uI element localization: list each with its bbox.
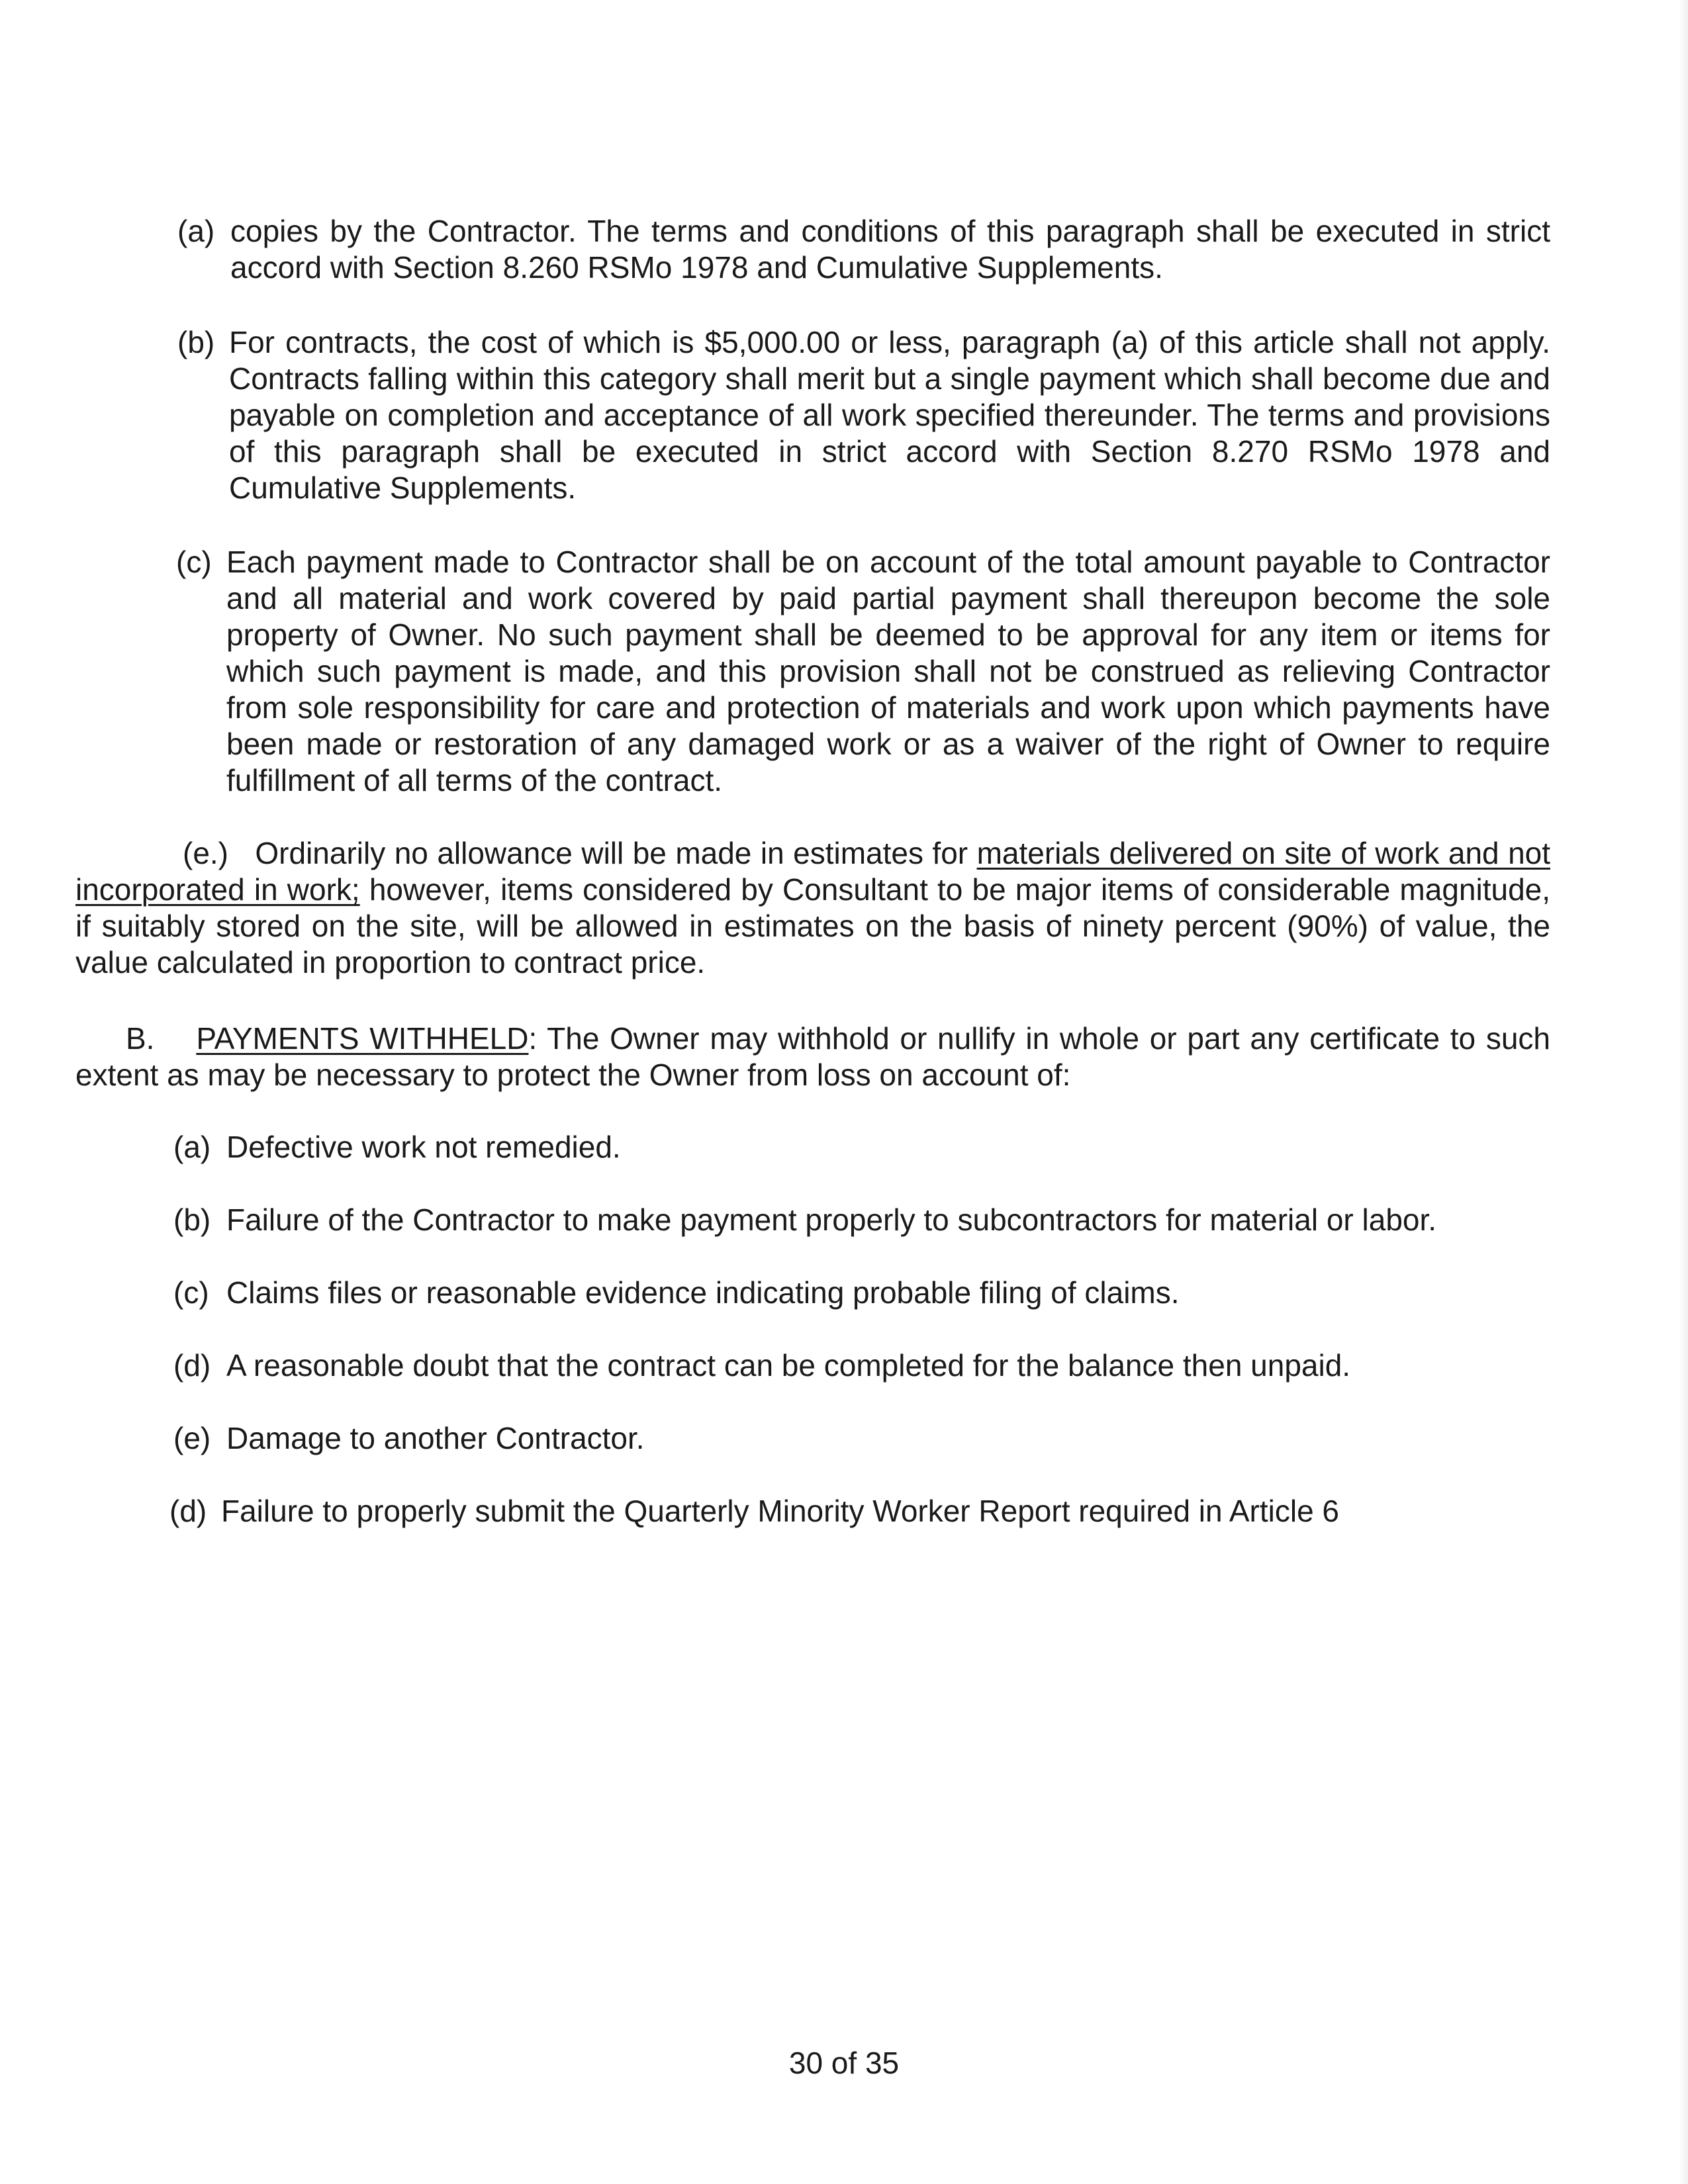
paragraph-e-marker: (e.) xyxy=(183,836,228,870)
paragraph-e-spacer xyxy=(237,836,246,870)
list-item xyxy=(173,1202,1436,1238)
paragraph-a xyxy=(177,213,1550,286)
list-item-marker: (a) xyxy=(173,1130,211,1164)
paragraph-e-text-after: however, items considered by Consultant to be major items of considerable magnitude, if suitably stored on the site, will be allowed in estimates on the basis of ninety percent (90%) of value, the value calculated in proportion to contract price. xyxy=(75,872,1551,979)
list-item-text: Damage to another Contractor. xyxy=(226,1421,645,1455)
section-b-colon: : xyxy=(528,1021,538,1056)
list-item-marker: (c) xyxy=(173,1275,209,1310)
list-item-text: Failure to properly submit the Quarterly Minority Worker Report required in Article 6 xyxy=(221,1494,1340,1528)
paragraph-a-text: copies by the Contractor. The terms and conditions of this paragraph shall be executed in strict accord with Section 8.260 RSMo 1978 and Cumulative Supplements. xyxy=(230,214,1550,285)
list-item-marker: (d) xyxy=(169,1494,207,1528)
paragraph-e-underlined: materials delivered on site of work and not incorporated in work; xyxy=(75,836,1551,907)
paragraph-e xyxy=(75,835,1550,981)
list-item xyxy=(173,1129,621,1165)
paragraph-c xyxy=(176,544,1550,799)
list-item xyxy=(173,1347,1350,1384)
page-number: 30 of 35 xyxy=(788,2046,900,2080)
paragraph-b-text: For contracts, the cost of which is $5,000.00 or less, paragraph (a) of this article shall not apply. Contracts falling within this category shall merit but a single payment which shall become due and payable on completion and acceptance of all work specified thereunder. The terms and provisions of this paragraph shall be executed in strict accord with Section 8.270 RSMo 1978 and Cumulative Supplements. xyxy=(229,325,1550,505)
list-item-text: A reasonable doubt that the contract can be completed for the balance then unpaid. xyxy=(226,1348,1351,1383)
page-edge-shadow xyxy=(1679,0,1688,2184)
list-item-marker: (e) xyxy=(173,1421,211,1455)
list-item-marker: (d) xyxy=(173,1348,211,1383)
list-item-text: Defective work not remedied. xyxy=(226,1130,621,1164)
section-b xyxy=(75,1021,1550,1093)
list-item xyxy=(173,1275,1180,1311)
paragraph-c-text: Each payment made to Contractor shall be on account of the total amount payable to Contractor and all material and work covered by paid partial payment shall thereupon become the sole property of Owner. No such payment shall be deemed to be approval for any item or items for which such payment is made, and this provision shall not be construed as relieving Contractor from sole responsibility for care and protection of materials and work upon which payments have been made or restoration of any damaged work or as a waiver of the right of Owner to require fulfillment of all terms of the contract. xyxy=(226,545,1550,797)
paragraph-c-marker: (c) xyxy=(176,545,212,579)
section-b-spacer xyxy=(165,1021,185,1056)
list-item-marker: (b) xyxy=(173,1203,211,1237)
paragraph-b-marker: (b) xyxy=(177,325,215,359)
section-b-heading: PAYMENTS WITHHELD xyxy=(196,1021,529,1056)
section-b-marker: B. xyxy=(126,1021,155,1056)
list-item-text: Claims files or reasonable evidence indicating probable filing of claims. xyxy=(226,1275,1180,1310)
paragraph-b xyxy=(177,324,1550,506)
list-item xyxy=(169,1493,1339,1529)
paragraph-a-marker: (a) xyxy=(177,214,215,248)
list-item-text: Failure of the Contractor to make payment properly to subcontractors for material or labor. xyxy=(226,1203,1437,1237)
paragraph-e-text-before: Ordinarily no allowance will be made in estimates for xyxy=(255,836,977,870)
list-item xyxy=(173,1420,645,1457)
section-b-text: The Owner may withhold or nullify in whole or part any certificate to such extent as may be necessary to protect the Owner from loss on account of: xyxy=(75,1021,1551,1092)
